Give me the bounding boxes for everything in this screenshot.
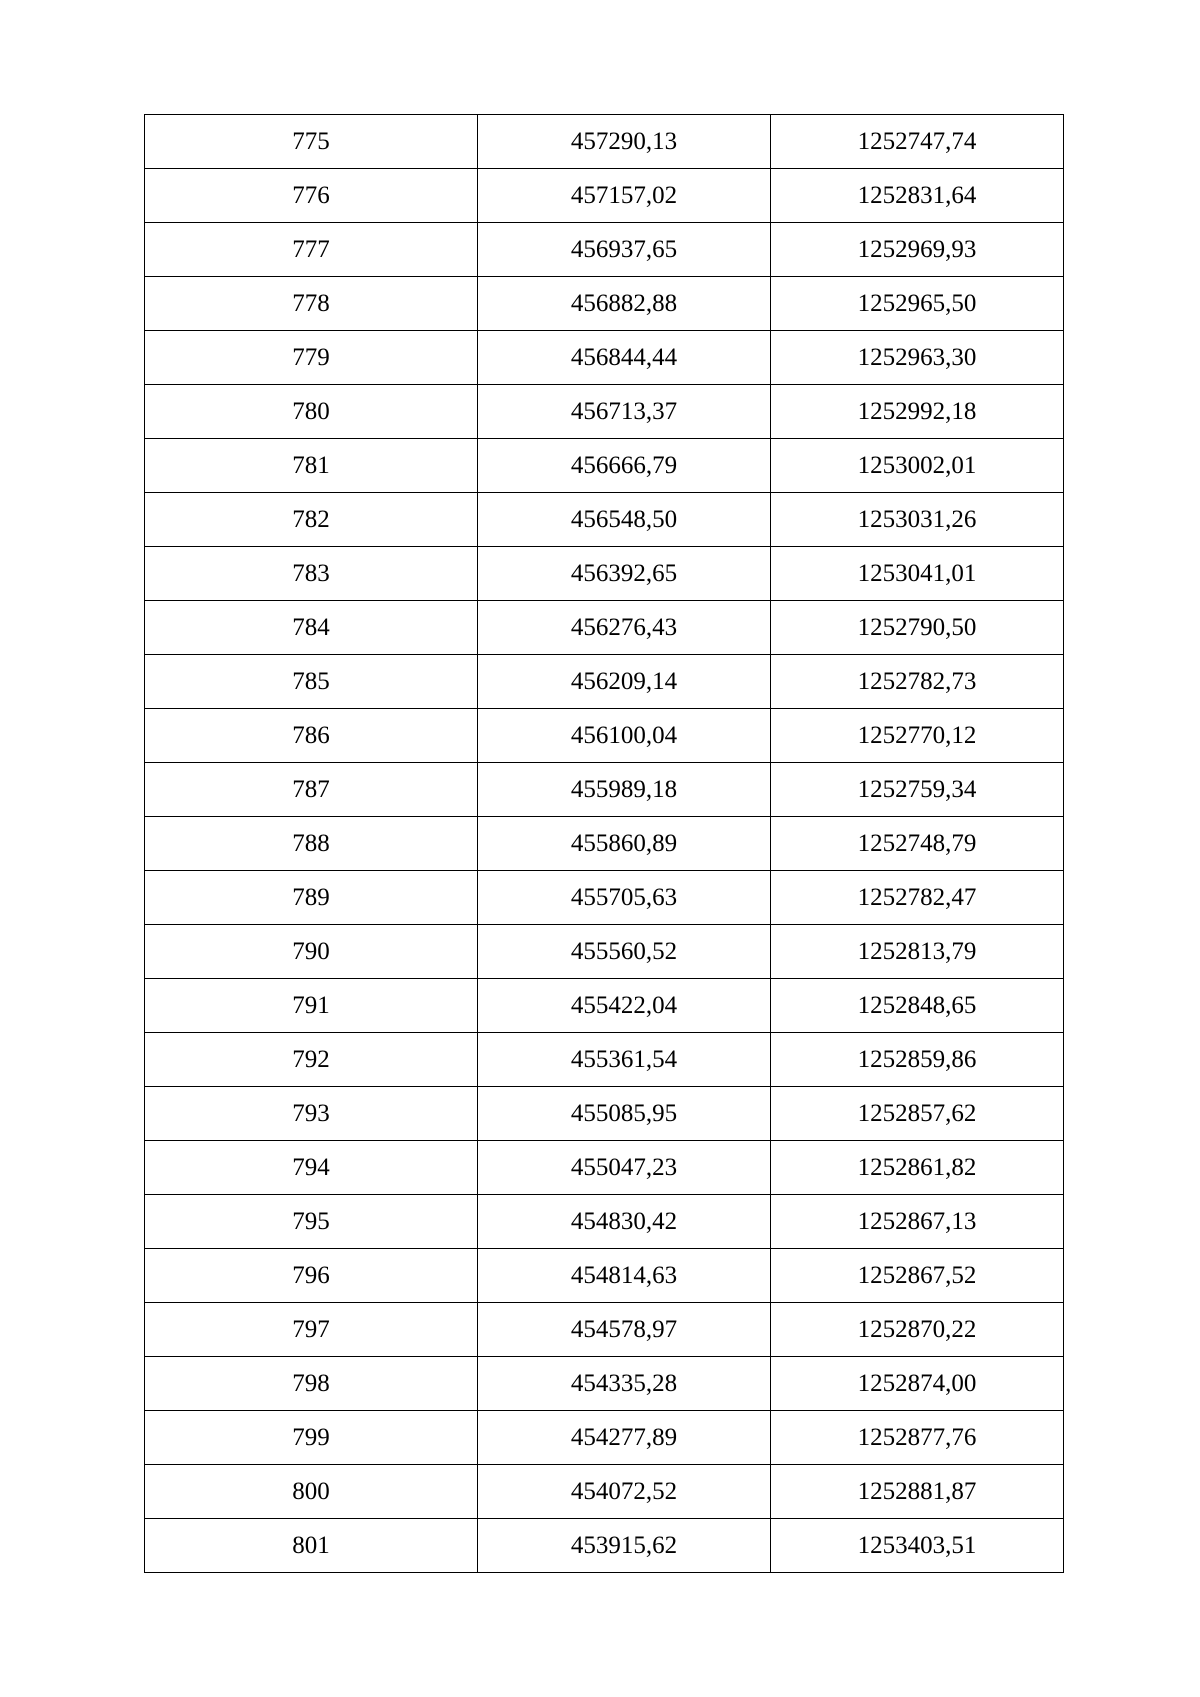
point-number-cell: 780 [145,385,478,439]
table-row [145,1465,1064,1519]
point-number-cell: 781 [145,439,478,493]
point-number-cell: 777 [145,223,478,277]
table-row [145,925,1064,979]
x-coordinate-cell: 453915,62 [478,1519,771,1573]
point-number-cell: 775 [145,115,478,169]
x-coordinate-cell: 456276,43 [478,601,771,655]
point-number-cell: 798 [145,1357,478,1411]
point-number-cell: 795 [145,1195,478,1249]
point-number-cell: 778 [145,277,478,331]
table-row [145,1519,1064,1573]
table-row [145,1087,1064,1141]
x-coordinate-cell: 455560,52 [478,925,771,979]
table-row [145,169,1064,223]
table-row [145,439,1064,493]
x-coordinate-cell: 454830,42 [478,1195,771,1249]
x-coordinate-cell: 456209,14 [478,655,771,709]
point-number-cell: 788 [145,817,478,871]
table-row [145,1141,1064,1195]
y-coordinate-cell: 1252747,74 [771,115,1064,169]
x-coordinate-cell: 456392,65 [478,547,771,601]
x-coordinate-cell: 454277,89 [478,1411,771,1465]
x-coordinate-cell: 455989,18 [478,763,771,817]
y-coordinate-cell: 1252782,73 [771,655,1064,709]
coordinates-table-body [145,115,1064,1573]
y-coordinate-cell: 1252857,62 [771,1087,1064,1141]
point-number-cell: 786 [145,709,478,763]
table-row [145,547,1064,601]
point-number-cell: 790 [145,925,478,979]
x-coordinate-cell: 457157,02 [478,169,771,223]
x-coordinate-cell: 454814,63 [478,1249,771,1303]
y-coordinate-cell: 1252813,79 [771,925,1064,979]
y-coordinate-cell: 1252881,87 [771,1465,1064,1519]
table-row [145,1411,1064,1465]
x-coordinate-cell: 456713,37 [478,385,771,439]
x-coordinate-cell: 456548,50 [478,493,771,547]
y-coordinate-cell: 1252877,76 [771,1411,1064,1465]
x-coordinate-cell: 457290,13 [478,115,771,169]
point-number-cell: 787 [145,763,478,817]
table-row [145,655,1064,709]
y-coordinate-cell: 1252859,86 [771,1033,1064,1087]
point-number-cell: 792 [145,1033,478,1087]
x-coordinate-cell: 456666,79 [478,439,771,493]
y-coordinate-cell: 1252782,47 [771,871,1064,925]
y-coordinate-cell: 1253041,01 [771,547,1064,601]
table-row [145,385,1064,439]
y-coordinate-cell: 1252874,00 [771,1357,1064,1411]
x-coordinate-cell: 455705,63 [478,871,771,925]
y-coordinate-cell: 1253403,51 [771,1519,1064,1573]
y-coordinate-cell: 1252969,93 [771,223,1064,277]
point-number-cell: 797 [145,1303,478,1357]
table-row [145,1357,1064,1411]
y-coordinate-cell: 1252870,22 [771,1303,1064,1357]
x-coordinate-cell: 454578,97 [478,1303,771,1357]
table-row [145,979,1064,1033]
y-coordinate-cell: 1252770,12 [771,709,1064,763]
x-coordinate-cell: 456937,65 [478,223,771,277]
table-row [145,493,1064,547]
y-coordinate-cell: 1252992,18 [771,385,1064,439]
x-coordinate-cell: 454335,28 [478,1357,771,1411]
table-row [145,601,1064,655]
x-coordinate-cell: 456100,04 [478,709,771,763]
x-coordinate-cell: 456882,88 [478,277,771,331]
table-row [145,763,1064,817]
point-number-cell: 785 [145,655,478,709]
y-coordinate-cell: 1253031,26 [771,493,1064,547]
table-row [145,331,1064,385]
coordinates-table [144,114,1064,1573]
x-coordinate-cell: 455860,89 [478,817,771,871]
table-row [145,1033,1064,1087]
table-row [145,1249,1064,1303]
point-number-cell: 791 [145,979,478,1033]
point-number-cell: 793 [145,1087,478,1141]
point-number-cell: 784 [145,601,478,655]
y-coordinate-cell: 1252748,79 [771,817,1064,871]
y-coordinate-cell: 1252867,13 [771,1195,1064,1249]
point-number-cell: 776 [145,169,478,223]
table-row [145,817,1064,871]
table-row [145,223,1064,277]
point-number-cell: 789 [145,871,478,925]
y-coordinate-cell: 1252963,30 [771,331,1064,385]
point-number-cell: 800 [145,1465,478,1519]
point-number-cell: 783 [145,547,478,601]
x-coordinate-cell: 455361,54 [478,1033,771,1087]
y-coordinate-cell: 1252848,65 [771,979,1064,1033]
table-row [145,1303,1064,1357]
y-coordinate-cell: 1252831,64 [771,169,1064,223]
point-number-cell: 794 [145,1141,478,1195]
x-coordinate-cell: 454072,52 [478,1465,771,1519]
y-coordinate-cell: 1252867,52 [771,1249,1064,1303]
table-row [145,1195,1064,1249]
y-coordinate-cell: 1252861,82 [771,1141,1064,1195]
point-number-cell: 779 [145,331,478,385]
point-number-cell: 799 [145,1411,478,1465]
y-coordinate-cell: 1252790,50 [771,601,1064,655]
x-coordinate-cell: 455422,04 [478,979,771,1033]
x-coordinate-cell: 455047,23 [478,1141,771,1195]
table-row [145,277,1064,331]
x-coordinate-cell: 455085,95 [478,1087,771,1141]
y-coordinate-cell: 1252759,34 [771,763,1064,817]
point-number-cell: 801 [145,1519,478,1573]
table-row [145,709,1064,763]
y-coordinate-cell: 1252965,50 [771,277,1064,331]
y-coordinate-cell: 1253002,01 [771,439,1064,493]
x-coordinate-cell: 456844,44 [478,331,771,385]
table-row [145,871,1064,925]
table-row [145,115,1064,169]
point-number-cell: 796 [145,1249,478,1303]
point-number-cell: 782 [145,493,478,547]
